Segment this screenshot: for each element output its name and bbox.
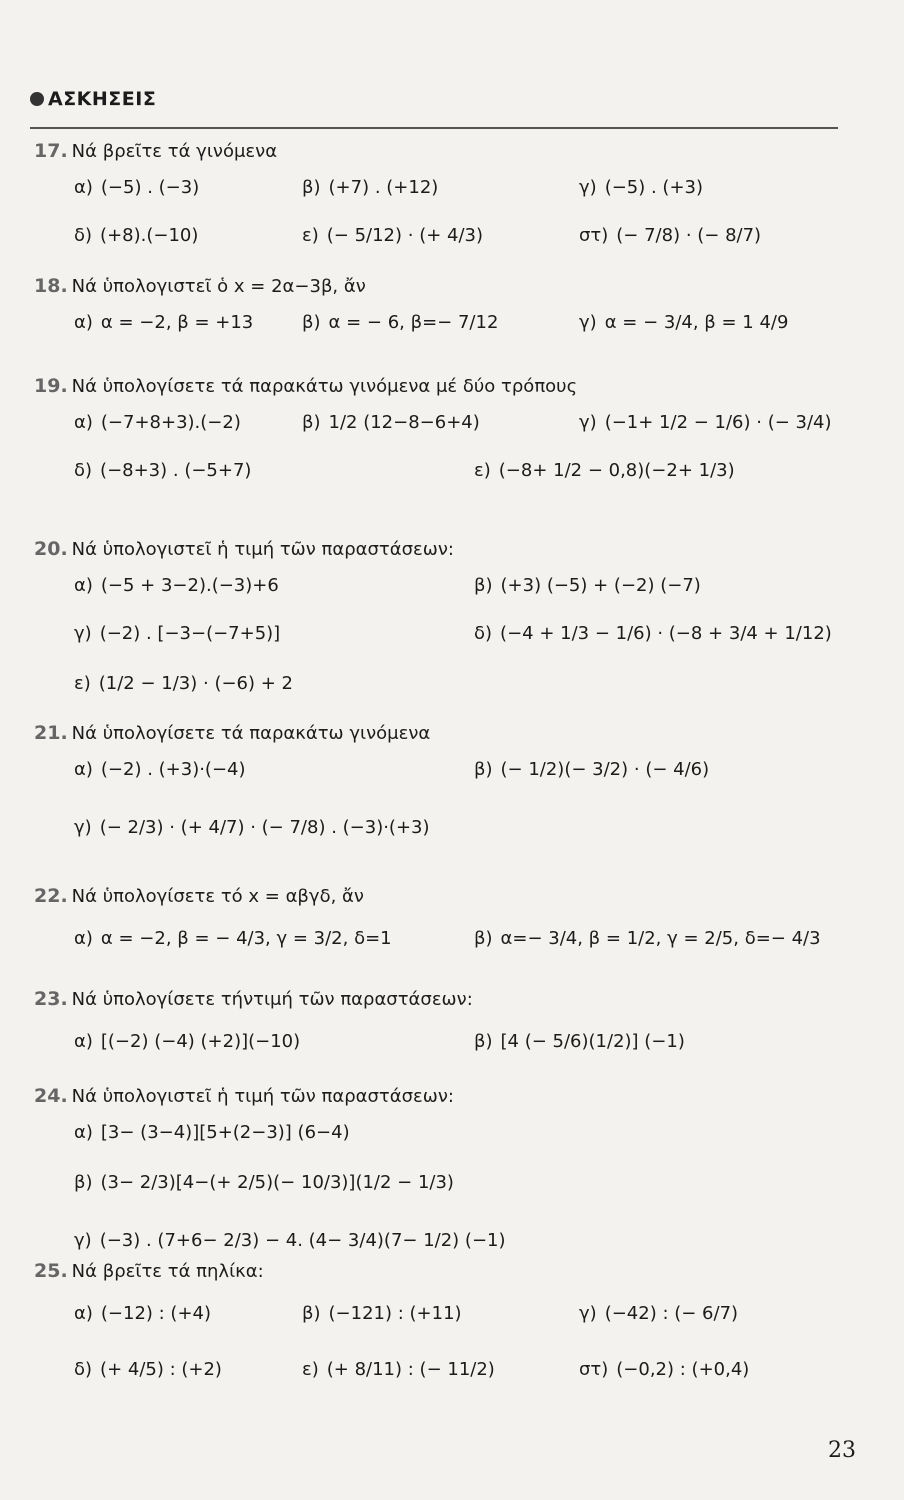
sub-exercise-label: ε) bbox=[474, 459, 491, 481]
sub-exercise bbox=[74, 210, 198, 260]
sub-exercise bbox=[474, 744, 709, 794]
exercise-title: Νά βρεῖτε τά γινόμενα bbox=[71, 141, 278, 162]
sub-exercise bbox=[74, 1016, 300, 1066]
exercise-title: Νά βρεῖτε τά πηλίκα: bbox=[71, 1261, 264, 1282]
math-expression: (−2) . [−3−(−7+5)] bbox=[99, 622, 281, 644]
exercise-number: 17. bbox=[34, 140, 68, 162]
exercise-number: 24. bbox=[34, 1085, 68, 1107]
sub-exercise bbox=[74, 1157, 454, 1207]
exercise-title: Νά ὑπολογιστεῖ ὁ x = 2α−3β, ἄν bbox=[71, 276, 366, 297]
math-expression: (−8+ 1/2 − 0,8)(−2+ 1/3) bbox=[498, 459, 735, 481]
exercise-heading bbox=[34, 140, 277, 162]
math-expression: α = − 3/4, β = 1 4/9 bbox=[604, 311, 789, 333]
exercise-heading bbox=[34, 885, 364, 907]
math-expression: (−3) . (7+6− 2/3) − 4. (4− 3/4)(7− 1/2) (−1) bbox=[99, 1229, 506, 1251]
sub-exercise bbox=[474, 913, 821, 963]
sub-exercise-label: α) bbox=[74, 1302, 93, 1324]
sub-exercise bbox=[74, 1107, 350, 1157]
exercise-line bbox=[34, 560, 854, 610]
sub-exercise bbox=[302, 297, 498, 347]
math-expression: (− 5/12) · (+ 4/3) bbox=[326, 224, 484, 246]
sub-exercise bbox=[74, 1288, 211, 1338]
sub-exercise-label: α) bbox=[74, 758, 93, 780]
sub-exercise-label: β) bbox=[302, 1302, 321, 1324]
math-expression: (−4 + 1/3 − 1/6) · (−8 + 3/4 + 1/12) bbox=[500, 622, 832, 644]
bullet-icon bbox=[30, 92, 44, 106]
sub-exercise bbox=[302, 210, 483, 260]
sub-exercise-label: δ) bbox=[74, 459, 93, 481]
sub-exercise bbox=[579, 297, 788, 347]
sub-exercise bbox=[74, 397, 241, 447]
math-expression: (−42) : (− 6/7) bbox=[604, 1302, 739, 1324]
math-expression: α = −2, β = +13 bbox=[100, 311, 254, 333]
exercise-line bbox=[34, 1107, 854, 1157]
exercise-title: Νά ὑπολογιστεῖ ἡ τιμή τῶν παραστάσεων: bbox=[71, 539, 454, 560]
exercise-line bbox=[34, 445, 854, 495]
sub-exercise-label: α) bbox=[74, 1121, 93, 1143]
sub-exercise bbox=[302, 1344, 495, 1394]
sub-exercise bbox=[474, 1016, 685, 1066]
math-expression: (−5) . (+3) bbox=[604, 176, 704, 198]
math-expression: (−8+3) . (−5+7) bbox=[100, 459, 252, 481]
math-expression: (−121) : (+11) bbox=[328, 1302, 462, 1324]
sub-exercise bbox=[74, 445, 251, 495]
sub-exercise-label: δ) bbox=[74, 224, 93, 246]
exercise-number: 21. bbox=[34, 722, 68, 744]
exercise-line bbox=[34, 1288, 854, 1338]
sub-exercise-label: γ) bbox=[579, 176, 597, 198]
sub-exercise bbox=[474, 608, 832, 658]
math-expression: (−12) : (+4) bbox=[100, 1302, 212, 1324]
page-number: 23 bbox=[828, 1438, 856, 1463]
math-expression: (+ 8/11) : (− 11/2) bbox=[326, 1358, 495, 1380]
exercise-line bbox=[34, 744, 854, 794]
sub-exercise bbox=[74, 162, 199, 212]
exercise-title: Νά ὑπολογίσετε τό x = αβγδ, ἄν bbox=[71, 886, 364, 907]
exercise-heading bbox=[34, 1260, 264, 1282]
math-expression: (− 7/8) · (− 8/7) bbox=[616, 224, 762, 246]
math-expression: (+ 4/5) : (+2) bbox=[100, 1358, 222, 1380]
sub-exercise-label: γ) bbox=[579, 411, 597, 433]
math-expression: (3− 2/3)[4−(+ 2/5)(− 10/3)](1/2 − 1/3) bbox=[100, 1171, 454, 1193]
sub-exercise-label: β) bbox=[474, 574, 493, 596]
sub-exercise-label: ε) bbox=[302, 1358, 319, 1380]
sub-exercise-label: ε) bbox=[302, 224, 319, 246]
exercise-line bbox=[34, 608, 854, 658]
exercise-heading bbox=[34, 988, 473, 1010]
math-expression: 1/2 (12−8−6+4) bbox=[328, 411, 480, 433]
math-expression: (−2) . (+3)·(−4) bbox=[100, 758, 246, 780]
sub-exercise bbox=[474, 445, 735, 495]
exercise-number: 22. bbox=[34, 885, 68, 907]
sub-exercise-label: στ) bbox=[579, 224, 609, 246]
math-expression: (−1+ 1/2 − 1/6) · (− 3/4) bbox=[604, 411, 832, 433]
exercise-number: 19. bbox=[34, 375, 68, 397]
sub-exercise bbox=[579, 1344, 749, 1394]
math-expression: [3− (3−4)][5+(2−3)] (6−4) bbox=[100, 1121, 350, 1143]
exercise-line bbox=[34, 658, 854, 708]
math-expression: (−5 + 3−2).(−3)+6 bbox=[100, 574, 279, 596]
sub-exercise-label: γ) bbox=[74, 816, 92, 838]
sub-exercise-label: ε) bbox=[74, 672, 91, 694]
exercise-line bbox=[34, 802, 854, 852]
sub-exercise-label: δ) bbox=[474, 622, 493, 644]
sub-exercise bbox=[74, 744, 246, 794]
math-expression: (+7) . (+12) bbox=[328, 176, 439, 198]
exercise-line bbox=[34, 1344, 854, 1394]
math-expression: α=− 3/4, β = 1/2, γ = 2/5, δ=− 4/3 bbox=[500, 927, 821, 949]
math-expression: [4 (− 5/6)(1/2)] (−1) bbox=[500, 1030, 685, 1052]
exercise-title: Νά ὑπολογίσετε τήντιμή τῶν παραστάσεων: bbox=[71, 989, 473, 1010]
sub-exercise bbox=[579, 1288, 738, 1338]
math-expression: (− 2/3) · (+ 4/7) · (− 7/8) . (−3)·(+3) bbox=[99, 816, 430, 838]
sub-exercise bbox=[74, 297, 253, 347]
math-expression: (−7+8+3).(−2) bbox=[100, 411, 241, 433]
math-expression: (+8).(−10) bbox=[100, 224, 199, 246]
sub-exercise bbox=[302, 162, 438, 212]
math-expression: (1/2 − 1/3) · (−6) + 2 bbox=[98, 672, 293, 694]
sub-exercise-label: γ) bbox=[74, 622, 92, 644]
sub-exercise bbox=[74, 1215, 506, 1265]
exercise-line bbox=[34, 913, 854, 963]
math-expression: α = −2, β = − 4/3, γ = 3/2, δ=1 bbox=[100, 927, 392, 949]
sub-exercise-label: β) bbox=[474, 1030, 493, 1052]
section-title: ΑΣΚΗΣΕΙΣ bbox=[48, 88, 157, 110]
exercise-title: Νά ὑπολογιστεῖ ἡ τιμή τῶν παραστάσεων: bbox=[71, 1086, 454, 1107]
sub-exercise bbox=[74, 560, 279, 610]
sub-exercise-label: γ) bbox=[579, 1302, 597, 1324]
sub-exercise bbox=[579, 162, 703, 212]
sub-exercise-label: β) bbox=[474, 927, 493, 949]
sub-exercise bbox=[302, 1288, 462, 1338]
exercise-line bbox=[34, 1016, 854, 1066]
sub-exercise-label: α) bbox=[74, 311, 93, 333]
sub-exercise-label: β) bbox=[302, 176, 321, 198]
sub-exercise-label: β) bbox=[74, 1171, 93, 1193]
exercise-line bbox=[34, 210, 854, 260]
math-expression: α = − 6, β=− 7/12 bbox=[328, 311, 499, 333]
exercise-line bbox=[34, 297, 854, 347]
math-expression: [(−2) (−4) (+2)](−10) bbox=[100, 1030, 301, 1052]
sub-exercise-label: α) bbox=[74, 176, 93, 198]
sub-exercise-label: α) bbox=[74, 411, 93, 433]
sub-exercise bbox=[74, 913, 392, 963]
exercise-heading bbox=[34, 538, 454, 560]
sub-exercise-label: β) bbox=[302, 411, 321, 433]
exercise-line bbox=[34, 1215, 854, 1265]
math-expression: (−5) . (−3) bbox=[100, 176, 200, 198]
sub-exercise bbox=[74, 608, 280, 658]
exercise-number: 23. bbox=[34, 988, 68, 1010]
sub-exercise bbox=[579, 397, 832, 447]
sub-exercise-label: β) bbox=[302, 311, 321, 333]
exercise-heading bbox=[34, 722, 430, 744]
exercise-number: 25. bbox=[34, 1260, 68, 1282]
sub-exercise-label: β) bbox=[474, 758, 493, 780]
exercise-heading bbox=[34, 1085, 454, 1107]
header-rule bbox=[30, 127, 838, 129]
exercise-heading bbox=[34, 375, 577, 397]
sub-exercise bbox=[74, 802, 430, 852]
sub-exercise-label: γ) bbox=[579, 311, 597, 333]
exercise-line bbox=[34, 1157, 854, 1207]
sub-exercise bbox=[74, 658, 293, 708]
exercise-line bbox=[34, 162, 854, 212]
exercise-title: Νά ὑπολογίσετε τά παρακάτω γινόμενα bbox=[71, 723, 431, 744]
math-expression: (−0,2) : (+0,4) bbox=[616, 1358, 750, 1380]
exercise-line bbox=[34, 397, 854, 447]
exercise-title: Νά ὑπολογίσετε τά παρακάτω γινόμενα μέ δύο τρόπους bbox=[71, 376, 578, 397]
section-header bbox=[30, 88, 156, 110]
math-expression: (− 1/2)(− 3/2) · (− 4/6) bbox=[500, 758, 710, 780]
sub-exercise-label: α) bbox=[74, 574, 93, 596]
exercise-number: 20. bbox=[34, 538, 68, 560]
sub-exercise bbox=[302, 397, 480, 447]
sub-exercise-label: γ) bbox=[74, 1229, 92, 1251]
exercise-number: 18. bbox=[34, 275, 68, 297]
sub-exercise bbox=[579, 210, 761, 260]
sub-exercise-label: στ) bbox=[579, 1358, 609, 1380]
sub-exercise bbox=[74, 1344, 222, 1394]
math-expression: (+3) (−5) + (−2) (−7) bbox=[500, 574, 701, 596]
sub-exercise-label: α) bbox=[74, 1030, 93, 1052]
sub-exercise-label: α) bbox=[74, 927, 93, 949]
exercise-heading bbox=[34, 275, 366, 297]
sub-exercise-label: δ) bbox=[74, 1358, 93, 1380]
sub-exercise bbox=[474, 560, 701, 610]
